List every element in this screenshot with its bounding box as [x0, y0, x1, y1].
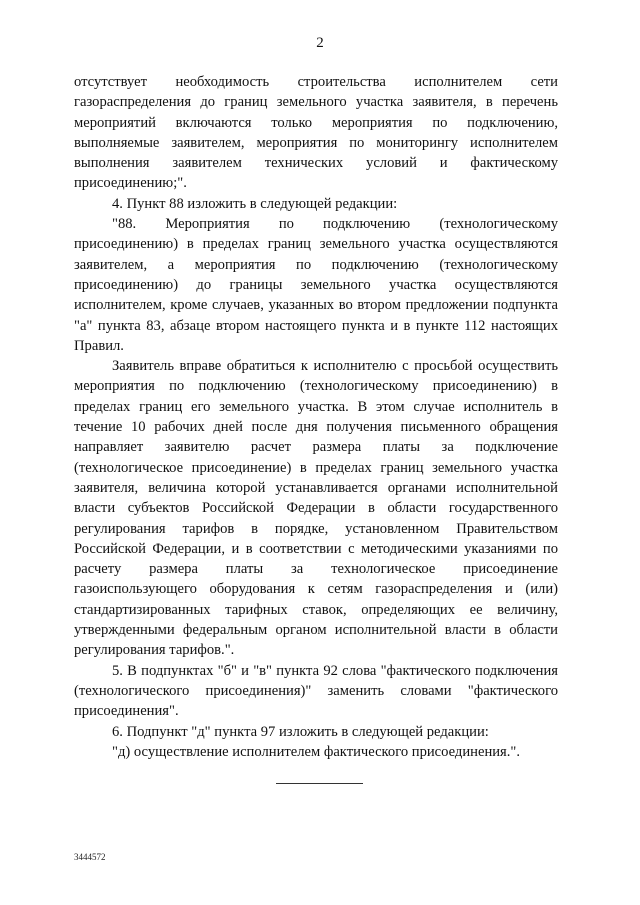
end-divider [276, 783, 363, 784]
paragraph-item-6: 6. Подпункт "д" пункта 97 изложить в следующей редакции: [112, 723, 489, 740]
paragraph-item-4: 4. Пункт 88 изложить в следующей редакции: [112, 195, 398, 212]
paragraph-continuation: отсутствует необходимость строительства исполнителем сети газораспределения до границ земельного участка заявителя, в перечень мероприятий включаются только мероприятия по подключению, выполняемые заявителем, мероприятия по мониторингу исполнителем выполнения заявителем технических условий и фактическому присоединению;". [74, 74, 558, 192]
paragraph-item-5: 5. В подпунктах "б" и "в" пункта 92 слова "фактического подключения (технологического присоединения)" заменить словами "фактического присоединения". [74, 662, 558, 720]
paragraph-applicant-right: Заявитель вправе обратиться к исполнителю с просьбой осуществить мероприятия по подключению (технологическому присоединению) в пределах границ его земельного участка. В этом случае исполнитель в течение 10 рабочих дней после дня получения письменного обращения направляет заявителю расчет размера платы за подключение (технологическое присоединение) в пределах границ земельного участка заявителя, величина которой устанавливается органами исполнительной власти субъектов Российской Федерации в области государственного регулирования тарифов в порядке, установленном Правительством Российской Федерации, и в соответствии с методическими указаниями по расчету размера платы за технологическое присоединение газоиспользующего оборудования к сетям газораспределения и (или) стандартизированных тарифных ставок, определяющих ее величину, утвержденными федеральным органом исполнительной власти в области регулирования тарифов.". [74, 358, 558, 659]
paragraph-subitem-d: "д) осуществление исполнителем фактического присоединения.". [112, 743, 521, 760]
document-body [74, 72, 558, 762]
paragraph-clause-88: "88. Мероприятия по подключению (технологическому присоединению) в пределах границ земельного участка осуществляются заявителем, а мероприятия по подключению (технологическому присоединению) до границы земельного участка осуществляются исполнителем, кроме случаев, указанных во втором предложении подпункта "а" пункта 83, абзаце втором настоящего пункта и в пункте 112 настоящих Правил. [74, 216, 558, 354]
page-number: 2 [316, 35, 324, 51]
document-code: 3444572 [74, 852, 106, 862]
